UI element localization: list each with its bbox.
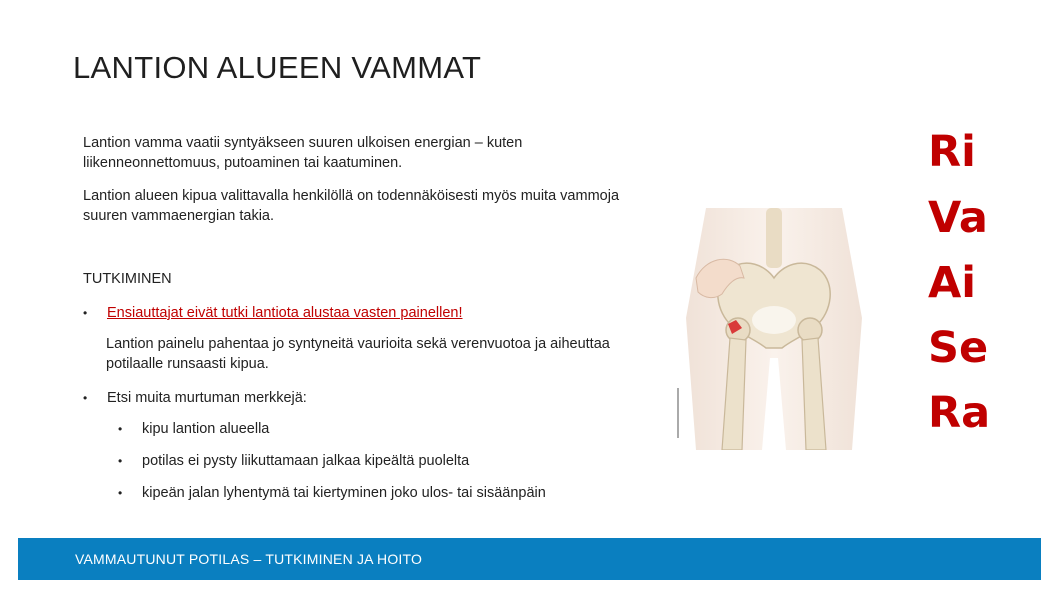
side-word: Ri: [928, 127, 976, 177]
list-item: [118, 483, 546, 503]
sign-text: potilas ei pysty liikuttamaan jalkaa kipeältä puolelta: [142, 453, 470, 469]
side-word: Va: [928, 193, 988, 243]
bullet-icon: •: [118, 454, 123, 468]
list-item: [118, 451, 469, 471]
footer-bar: [18, 538, 1041, 580]
footer-text: VAMMAUTUNUT POTILAS – TUTKIMINEN JA HOITO: [75, 551, 423, 567]
signs-bullet: [83, 388, 307, 408]
signs-intro: Etsi muita murtuman merkkejä:: [107, 390, 307, 406]
list-item: [118, 419, 269, 439]
warning-note: Lantion painelu pahentaa jo syntyneitä vaurioita sekä verenvuotoa ja aiheuttaa potilaalle runsaasti kipua.: [106, 336, 610, 372]
intro-paragraph-2: Lantion alueen kipua valittavalla henkilöllä on todennäköisesti myös muita vammoja suuren vammaenergian takia.: [83, 188, 620, 224]
pelvis-fracture-illustration: [666, 208, 882, 450]
bullet-icon: •: [83, 391, 88, 405]
bullet-icon: •: [83, 306, 88, 320]
bullet-icon: •: [118, 422, 123, 436]
side-word: Se: [928, 323, 989, 373]
side-word: Ra: [928, 388, 991, 438]
intro-paragraph-1: Lantion vamma vaatii syntyäkseen suuren ulkoisen energian – kuten liikenneonnettomuus, putoaminen tai kaatuminen.: [83, 135, 523, 171]
sign-text: kipu lantion alueella: [142, 421, 270, 437]
sign-text: kipeän jalan lyhentymä tai kiertyminen joko ulos- tai sisäänpäin: [142, 485, 546, 501]
bullet-icon: •: [118, 486, 123, 500]
side-word: Ai: [928, 258, 977, 308]
warning-bullet: [83, 303, 462, 323]
section-heading: TUTKIMINEN: [83, 271, 172, 287]
slide-title: LANTION ALUEEN VAMMAT: [73, 50, 482, 85]
warning-text: Ensiauttajat eivät tutki lantiota alustaa vasten painellen!: [107, 305, 463, 321]
